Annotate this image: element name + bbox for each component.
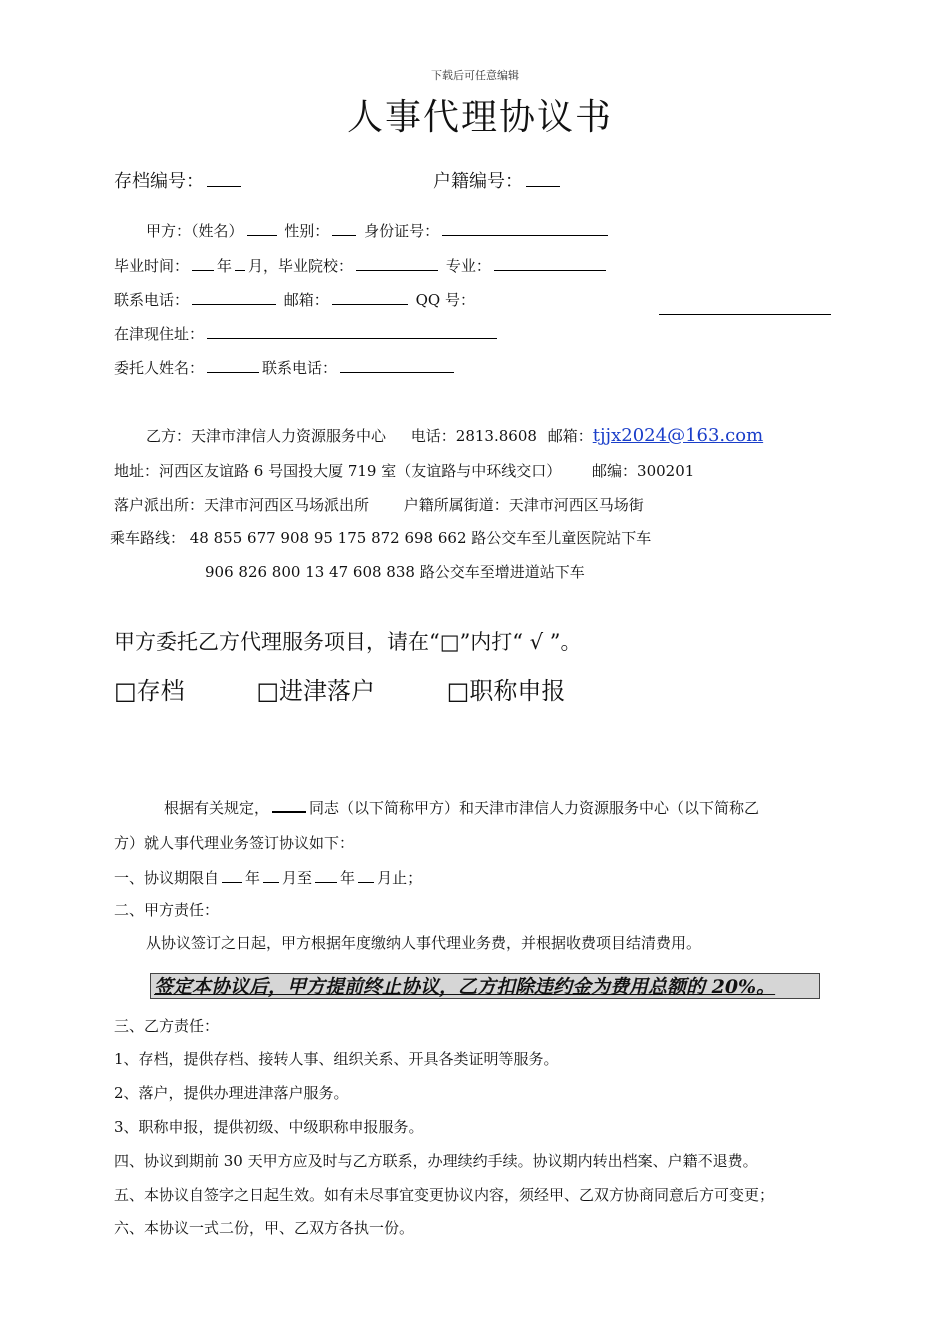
- phone-blank[interactable]: [192, 288, 276, 305]
- household-number-label: 户籍编号：: [433, 171, 523, 192]
- household-number-field: [433, 170, 563, 194]
- school-label: 月，毕业院校：: [248, 257, 354, 275]
- address-label: 在津现住址：: [114, 325, 205, 343]
- term-to-label: 月至: [282, 869, 313, 887]
- id-number-label: 身份证号：: [364, 222, 440, 240]
- grad-month-blank[interactable]: [235, 254, 245, 271]
- party-b-address: 地址：河西区友谊路 6 号国投大厦 719 室（友谊路与中环线交口）: [114, 462, 562, 480]
- agent-phone-label: 联系电话：: [262, 359, 338, 377]
- household-street: 户籍所属街道：天津市河西区马场街: [403, 496, 644, 514]
- term-year-label-2: 年: [340, 869, 356, 887]
- party-b-mail-label: 邮箱：: [547, 427, 593, 445]
- party-a-line-5: [114, 356, 457, 378]
- party-b-line-2: [114, 461, 694, 481]
- party-a-line-3: [114, 288, 475, 310]
- agent-name-blank[interactable]: [207, 356, 259, 373]
- term-start-year-blank[interactable]: [222, 866, 242, 883]
- term-clause: [114, 866, 422, 888]
- intro-line-2: 方）就人事代理业务签订协议如下：: [114, 834, 355, 852]
- entrust-instruction: 甲方委托乙方代理服务项目，请在“□”内打“ √ ”。: [114, 630, 582, 654]
- party-b-name: 乙方：天津市津信人力资源服务中心: [146, 427, 387, 445]
- qq-label: QQ 号：: [415, 291, 475, 309]
- name-blank[interactable]: [247, 219, 277, 236]
- term-end-month-blank[interactable]: [358, 866, 374, 883]
- party-b-email-link[interactable]: tjjx2024@163.com: [592, 425, 764, 446]
- name-label: 甲方：（姓名）: [146, 222, 244, 240]
- service-options: [114, 676, 629, 706]
- term-end-label: 月止；: [377, 869, 423, 887]
- grad-time-label: 毕业时间：: [114, 257, 190, 275]
- address-blank[interactable]: [207, 322, 497, 339]
- household-number-blank[interactable]: [526, 170, 560, 187]
- comrade-name-blank[interactable]: [272, 795, 306, 813]
- party-a-duty-title: 二、甲方责任：: [114, 901, 220, 919]
- phone-label: 联系电话：: [114, 291, 190, 309]
- party-b-postcode: 邮编：300201: [592, 462, 695, 480]
- intro-line-1: [164, 795, 759, 818]
- party-b-line-3: [114, 495, 644, 515]
- year-label: 年: [217, 257, 233, 275]
- grad-year-blank[interactable]: [192, 254, 214, 271]
- agent-name-label: 委托人姓名：: [114, 359, 205, 377]
- term-end-year-blank[interactable]: [315, 866, 337, 883]
- party-b-duty-title: 三、乙方责任：: [114, 1017, 220, 1035]
- clause-item: 五、本协议自签字之日起生效。如有未尽事宜变更协议内容，须经甲、乙双方协商同意后方可变更；: [114, 1186, 775, 1204]
- duty-item: 2、落户，提供办理进津落户服务。: [114, 1084, 349, 1102]
- id-number-blank[interactable]: [442, 219, 608, 236]
- qq-blank[interactable]: [659, 298, 831, 315]
- duty-item: 1、存档，提供存档、接转人事、组织关系、开具各类证明等服务。: [114, 1050, 559, 1068]
- term-year-label: 年: [245, 869, 261, 887]
- option-settlement-checkbox[interactable]: □进津落户: [256, 677, 376, 705]
- agent-phone-blank[interactable]: [340, 356, 454, 373]
- archive-number-label: 存档编号：: [114, 171, 204, 192]
- party-b-line-1: [146, 426, 763, 446]
- archive-number-blank[interactable]: [207, 170, 241, 187]
- option-title-checkbox[interactable]: □职称申报: [446, 677, 566, 705]
- term-start-label: 一、协议期限自: [114, 869, 220, 887]
- penalty-notice: 签定本协议后，甲方提前终止协议，乙方扣除违约金为费用总额的 20%。: [150, 973, 820, 999]
- gender-label: 性别：: [284, 222, 330, 240]
- school-blank[interactable]: [356, 254, 438, 271]
- bus-route-1: 乘车路线： 48 855 677 908 95 175 872 698 662 路公交车至儿童医院站下车: [110, 529, 652, 547]
- clause-item: 四、协议到期前 30 天甲方应及时与乙方联系，办理续约手续。协议期内转出档案、户籍不退费。: [114, 1152, 758, 1170]
- bus-route-2: 906 826 800 13 47 608 838 路公交车至增进道站下车: [205, 563, 585, 581]
- major-blank[interactable]: [494, 254, 606, 271]
- party-a-line-2: [114, 254, 609, 276]
- mail-blank[interactable]: [332, 288, 408, 305]
- party-a-duty-text: 从协议签订之日起，甲方根据年度缴纳人事代理业务费，并根据收费项目结清费用。: [146, 934, 702, 952]
- archive-number-field: [114, 170, 244, 194]
- term-start-month-blank[interactable]: [263, 866, 279, 883]
- header-note: 下载后可任意编辑: [431, 69, 519, 82]
- police-station: 落户派出所：天津市河西区马场派出所: [114, 496, 370, 514]
- clause-item: 六、本协议一式二份，甲、乙双方各执一份。: [114, 1219, 415, 1237]
- major-label: 专业：: [445, 257, 491, 275]
- duty-item: 3、职称申报，提供初级、中级职称申报服务。: [114, 1118, 424, 1136]
- gender-blank[interactable]: [332, 219, 356, 236]
- intro-start: 根据有关规定，: [164, 799, 270, 817]
- mail-label: 邮箱：: [283, 291, 329, 309]
- intro-middle: 同志（以下简称甲方）和天津市津信人力资源服务中心（以下简称乙: [309, 799, 760, 817]
- party-a-line-1: [146, 219, 611, 241]
- party-a-line-4: [114, 322, 500, 344]
- option-archive-checkbox[interactable]: □存档: [114, 677, 185, 705]
- party-b-phone: 电话：2813.8608: [410, 427, 537, 445]
- document-title: 人事代理协议书: [346, 97, 613, 138]
